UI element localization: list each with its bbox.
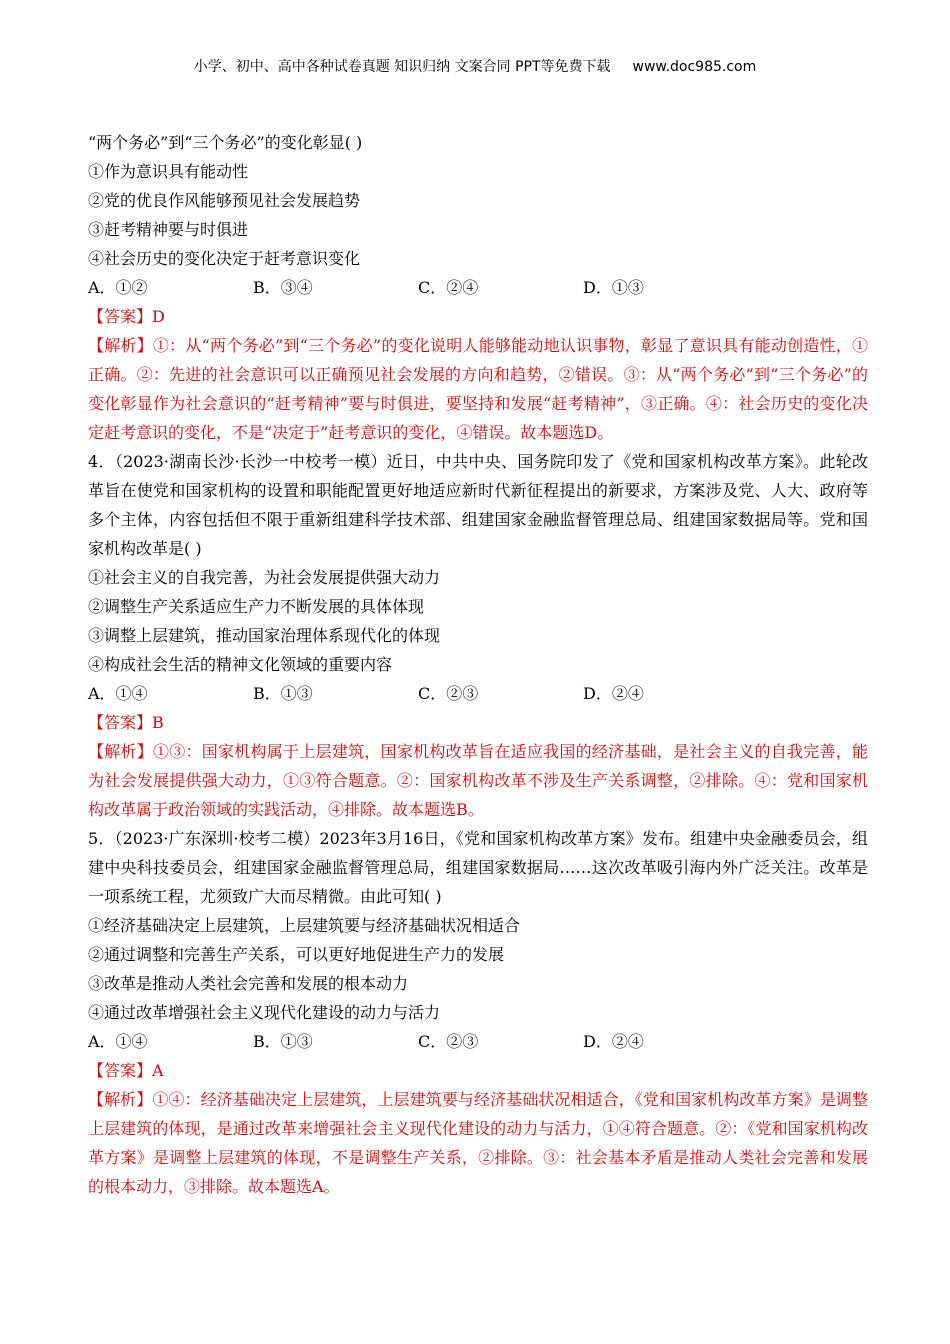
option-a: A．①④: [88, 1032, 148, 1051]
option-c: C．②③: [418, 1032, 479, 1051]
option-d: D．①③: [583, 278, 644, 297]
option-d: D．②④: [583, 1032, 644, 1051]
option-c: C．②④: [418, 278, 479, 297]
question-5: [88, 824, 868, 1201]
question-item: ③改革是推动人类社会完善和发展的根本动力: [88, 974, 409, 993]
question-stem: “两个务必”到“三个务必”的变化彰显( ): [88, 133, 363, 152]
question-item: ③调整上层建筑，推动国家治理体系现代化的体现: [88, 626, 441, 645]
option-d: D．②④: [583, 684, 644, 703]
question-item: ②通过调整和完善生产关系，可以更好地促进生产力的发展: [88, 945, 505, 964]
question-item: ③赶考精神要与时俱进: [88, 220, 249, 239]
question-stem: 5．（2023·广东深圳·校考二模）2023年3月16日，《党和国家机构改革方案》发布。组建中央金融委员会，组建中央科技委员会，组建国家金融监督管理总局，组建国家数据局……这次改革吸引海内外广泛关注。改革是一项系统工程，尤须致广大而尽精微。由此可知( ): [88, 829, 868, 906]
answer: 【答案】B: [88, 713, 164, 732]
question-item: ④通过改革增强社会主义现代化建设的动力与活力: [88, 1003, 441, 1022]
header-url[interactable]: www.doc985.com: [632, 59, 757, 75]
answer: 【答案】D: [88, 307, 165, 326]
option-c: C．②③: [418, 684, 479, 703]
option-b: B．①③: [253, 1032, 313, 1051]
analysis: 【解析】①④：经济基础决定上层建筑，上层建筑要与经济基础状况相适合，《党和国家机构改革方案》是调整上层建筑的体现，是通过改革来增强社会主义现代化建设的动力与活力，①④符合题意。②：《党和国家机构改革方案》是调整上层建筑的体现，不是调整生产关系，②排除。③：社会基本矛盾是推动人类社会完善和发展的根本动力，③排除。故本题选A。: [88, 1090, 868, 1196]
answer-options: [88, 273, 868, 302]
analysis: 【解析】①：从“两个务必”到“三个务必”的变化说明人能够能动地认识事物，彰显了意识具有能动创造性，①正确。②：先进的社会意识可以正确预见社会发展的方向和趋势，②错误。③：从“两个务必”到“三个务必”的变化彰显作为社会意识的“赶考精神”要与时俱进，要坚持和发展“赶考精神”，③正确。④：社会历史的变化决定赶考意识的变化，不是“决定于”赶考意识的变化，④错误。故本题选D。: [88, 336, 868, 442]
option-b: B．①③: [253, 684, 313, 703]
answer-options: [88, 679, 868, 708]
question-item: ②调整生产关系适应生产力不断发展的具体体现: [88, 597, 425, 616]
question-item: ①作为意识具有能动性: [88, 162, 249, 181]
question-item: ②党的优良作风能够预见社会发展趋势: [88, 191, 361, 210]
question-item: ④构成社会生活的精神文化领域的重要内容: [88, 655, 393, 674]
option-a: A．①④: [88, 684, 148, 703]
answer-options: [88, 1027, 868, 1056]
question-stem: 4．（2023·湖南长沙·长沙一中校考一模）近日，中共中央、国务院印发了《党和国家机构改革方案》。此轮改革旨在使党和国家机构的设置和职能配置更好地适应新时代新征程提出的新要求，方案涉及党、人大、政府等多个主体，内容包括但不限于重新组建科学技术部、组建国家金融监督管理总局、组建国家数据局等。党和国家机构改革是( ): [88, 452, 868, 558]
question-3: [88, 128, 868, 447]
analysis: 【解析】①③：国家机构属于上层建筑，国家机构改革旨在适应我国的经济基础，是社会主义的自我完善，能为社会发展提供强大动力，①③符合题意。②：国家机构改革不涉及生产关系调整，②排除。④：党和国家机构改革属于政治领域的实践活动，④排除。故本题选B。: [88, 742, 868, 819]
option-b: B．③④: [253, 278, 313, 297]
page-header: [0, 56, 950, 76]
header-text: 小学、初中、高中各种试卷真题 知识归纳 文案合同 PPT等免费下载: [193, 59, 611, 75]
question-item: ④社会历史的变化决定于赶考意识变化: [88, 249, 361, 268]
document-body: [88, 128, 868, 1201]
question-item: ①经济基础决定上层建筑，上层建筑要与经济基础状况相适合: [88, 916, 521, 935]
question-4: [88, 447, 868, 824]
option-a: A．①②: [88, 278, 148, 297]
answer: 【答案】A: [88, 1061, 164, 1080]
question-item: ①社会主义的自我完善，为社会发展提供强大动力: [88, 568, 441, 587]
